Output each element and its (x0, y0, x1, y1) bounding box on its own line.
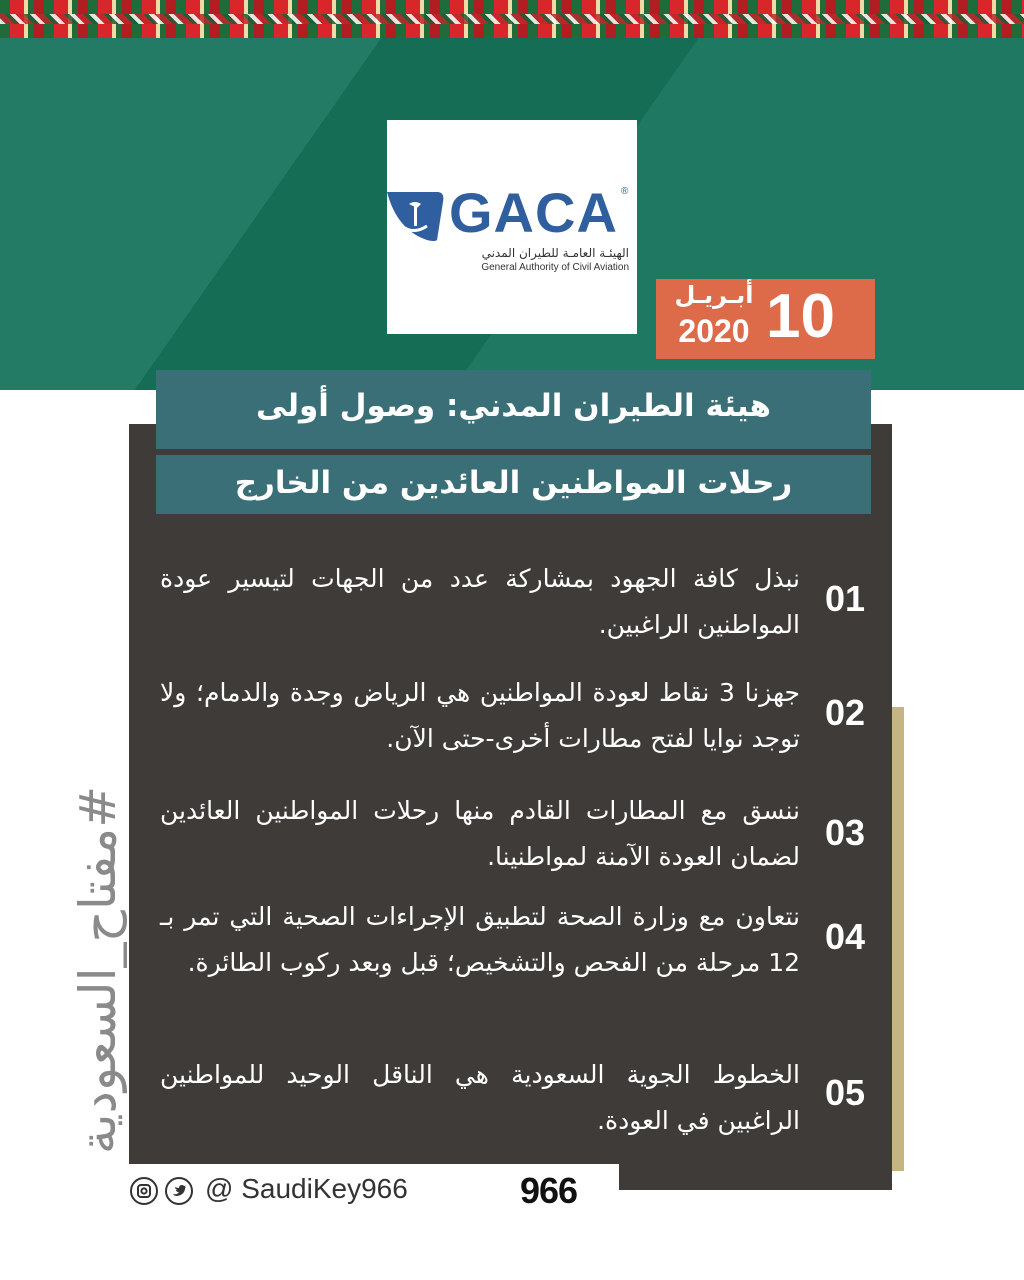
instagram-icon[interactable] (130, 1177, 158, 1205)
item-number: 02 (824, 692, 866, 733)
date-day: 10 (766, 282, 835, 351)
logo-english-name: General Authority of Civil Aviation (481, 262, 629, 273)
item-number: 05 (824, 1072, 866, 1113)
item-text: ننسق مع المطارات القادم منها رحلات المواطنين العائدين لضمان العودة الآمنة لمواطنينا. (160, 796, 800, 871)
item-text: جهزنا 3 نقاط لعودة المواطنين هي الرياض وجدة والدمام؛ ولا توجد نوايا لفتح مطارات أخرى-حتى الآن. (160, 678, 800, 753)
sadu-pattern-border (0, 0, 1024, 38)
twitter-glyph (167, 1179, 191, 1203)
hashtag-vertical (58, 780, 138, 1160)
gaca-logo (387, 120, 637, 334)
saudikey-brand-mark: 966 (520, 1170, 578, 1211)
instagram-glyph (132, 1179, 156, 1203)
date-month: أبـريـل (674, 281, 754, 309)
headline-line-2: رحلات المواطنين العائدين من الخارج (156, 455, 871, 514)
wing-icon (387, 190, 445, 242)
logo-arabic-name: الهيئـة العامـة للطيران المدني (481, 246, 629, 260)
headline-line-1: هيئة الطيران المدني: وصول أولى (156, 370, 871, 449)
social-handle: @ SaudiKey966 (205, 1173, 408, 1204)
date-badge (656, 279, 875, 359)
item-number: 01 (824, 578, 866, 619)
twitter-icon[interactable] (165, 1177, 193, 1205)
hashtag-text: #مفتاح_السعودية (69, 785, 127, 1155)
registered-mark: ® (621, 186, 629, 197)
item-text: نبذل كافة الجهود بمشاركة عدد من الجهات لتيسير عودة المواطنين الراغبين. (160, 564, 800, 639)
item-text: نتعاون مع وزارة الصحة لتطبيق الإجراءات الصحية التي تمر بـ 12 مرحلة من الفحص والتشخيص؛ قبل وبعد ركوب الطائرة. (160, 902, 800, 977)
item-text: الخطوط الجوية السعودية هي الناقل الوحيد للمواطنين الراغبين في العودة. (160, 1060, 800, 1135)
gold-accent-bar (892, 707, 904, 1171)
item-number: 03 (824, 812, 866, 853)
item-number: 04 (824, 916, 866, 957)
logo-brand-text: GACA (449, 181, 618, 244)
date-year: 2020 (678, 313, 750, 349)
